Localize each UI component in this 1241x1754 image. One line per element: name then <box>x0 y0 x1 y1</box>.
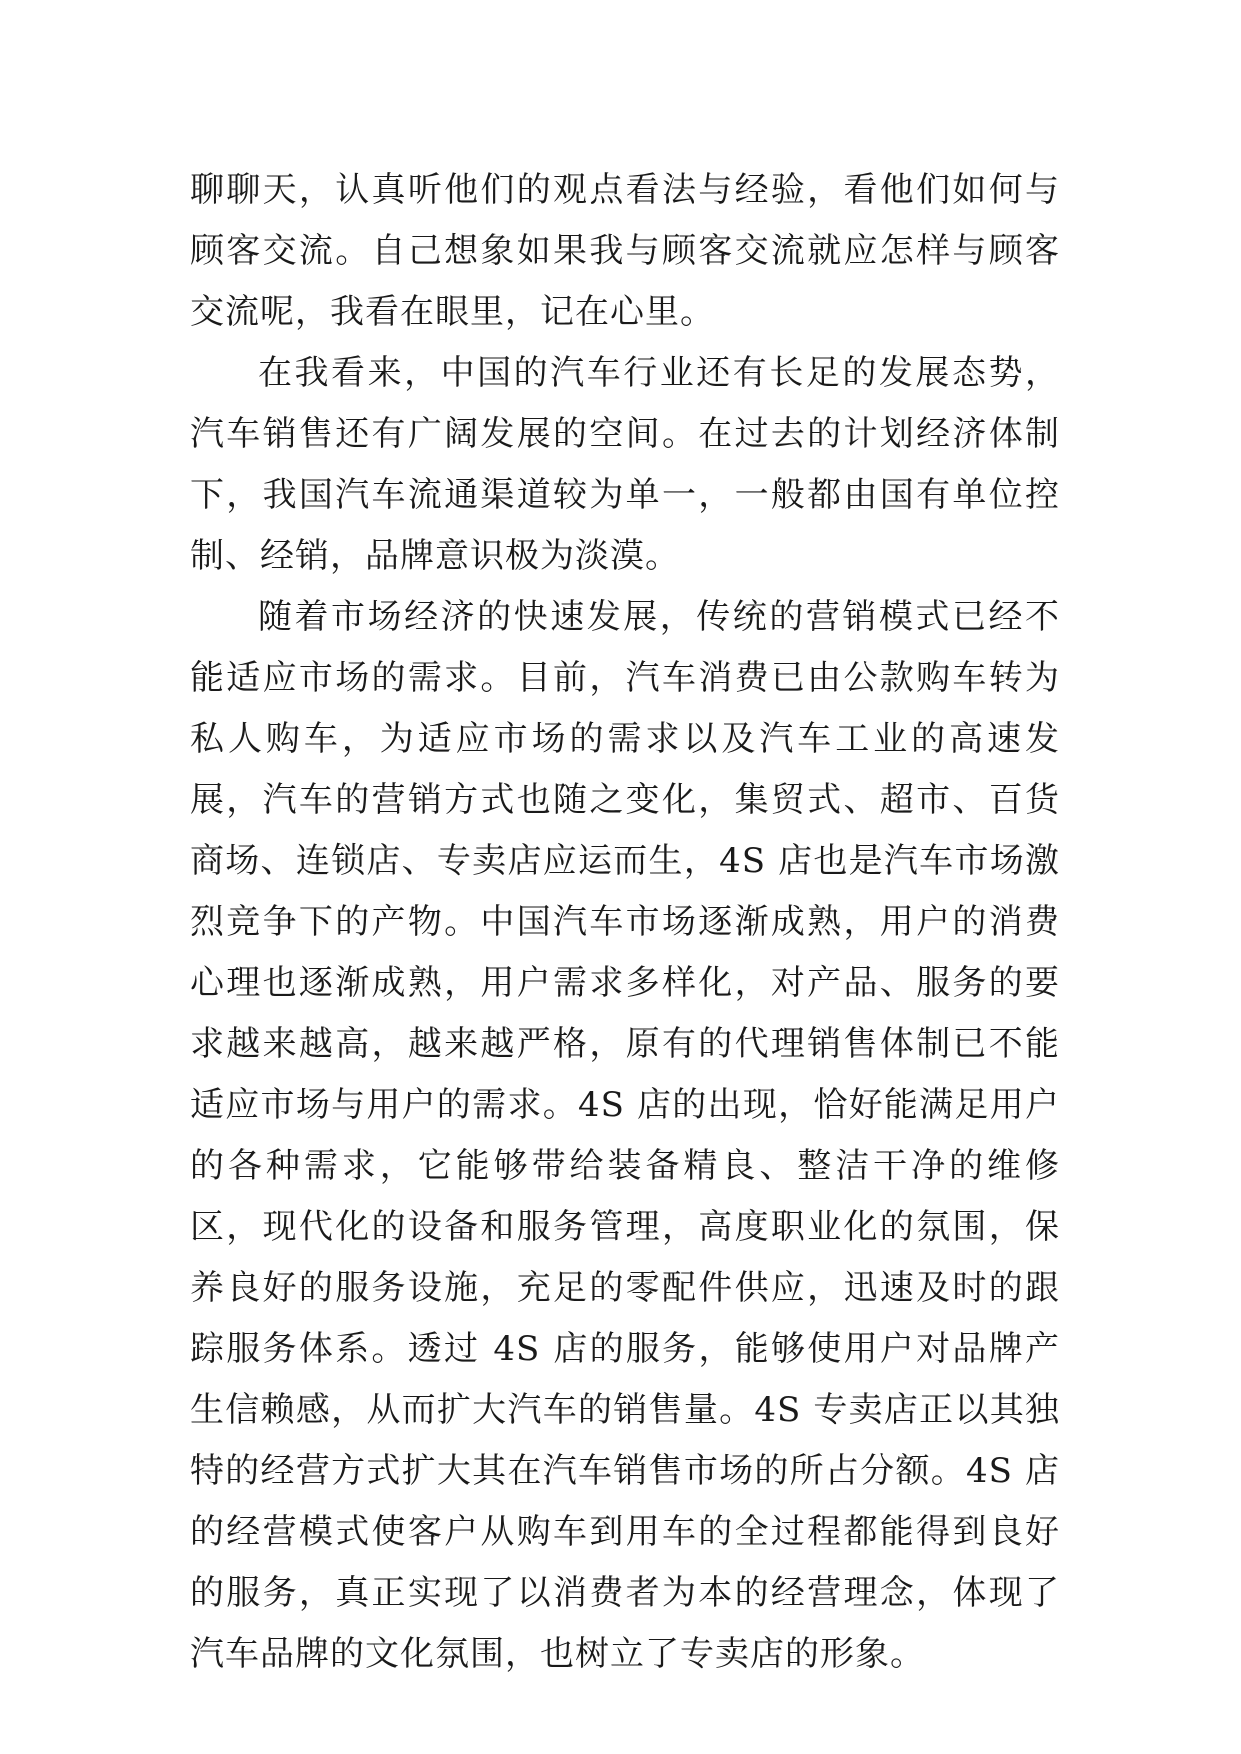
document-body <box>190 160 1060 1685</box>
paragraph-2: 在我看来，中国的汽车行业还有长足的发展态势，汽车销售还有广阔发展的空间。在过去的计划经济体制下，我国汽车流通渠道较为单一，一般都由国有单位控制、经销，品牌意识极为淡漠。 <box>190 353 1060 576</box>
paragraph-1: 聊聊天，认真听他们的观点看法与经验，看他们如何与顾客交流。自己想象如果我与顾客交流就应怎样与顾客交流呢，我看在眼里，记在心里。 <box>190 170 1060 332</box>
paragraph-3: 随着市场经济的快速发展，传统的营销模式已经不能适应市场的需求。目前，汽车消费已由公款购车转为私人购车，为适应市场的需求以及汽车工业的高速发展，汽车的营销方式也随之变化，集贸式、超市、百货商场、连锁店、专卖店应运而生，4S 店也是汽车市场激烈竞争下的产物。中国汽车市场逐渐成熟，用户的消费心理也逐渐成熟，用户需求多样化，对产品、服务的要求越来越高，越来越严格，原有的代理销售体制已不能适应市场与用户的需求。4S 店的出现，恰好能满足用户的各种需求，它能够带给装备精良、整洁干净的维修区，现代化的设备和服务管理，高度职业化的氛围，保养良好的服务设施，充足的零配件供应，迅速及时的跟踪服务体系。透过 4S 店的服务，能够使用户对品牌产生信赖感，从而扩大汽车的销售量。4S 专卖店正以其独特的经营方式扩大其在汽车销售市场的所占分额。4S 店的经营模式使客户从购车到用车的全过程都能得到良好的服务，真正实现了以消费者为本的经营理念，体现了汽车品牌的文化氛围，也树立了专卖店的形象。 <box>190 597 1060 1674</box>
